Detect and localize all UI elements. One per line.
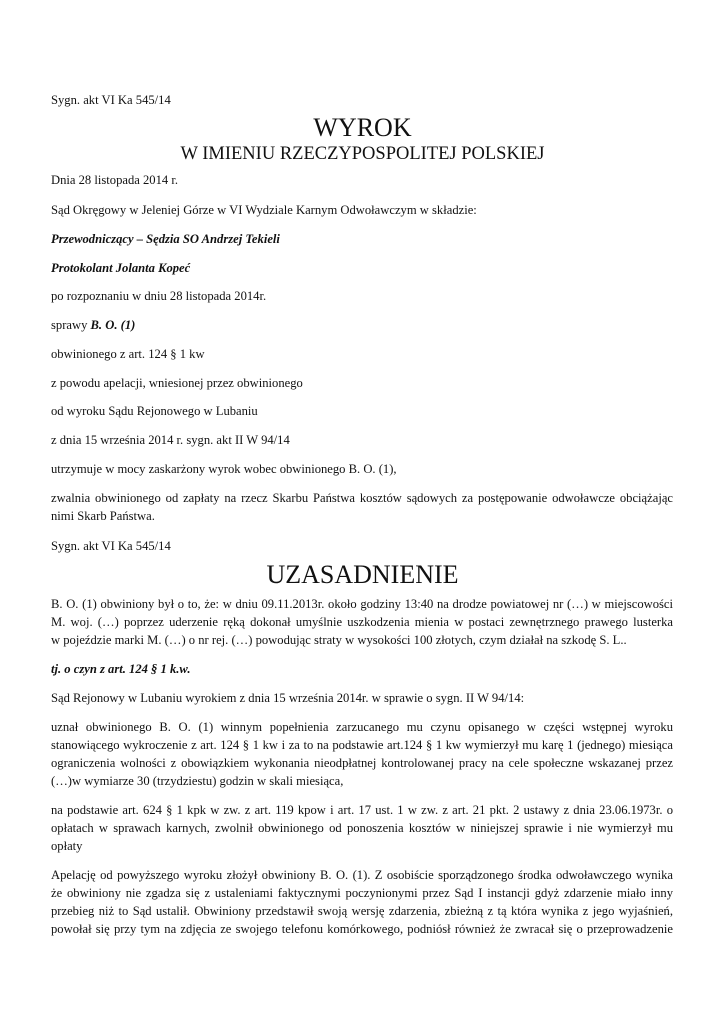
appealed-judgment: od wyroku Sądu Rejonowego w Lubaniu	[51, 404, 258, 418]
guilty-finding-line: (…)w wymiarze 30 (trzydziestu) godzin w skali miesiąca,	[51, 774, 344, 788]
justification-title: UZASADNIENIE	[266, 560, 459, 589]
case-party	[51, 317, 673, 334]
case-party-name: B. O. (1)	[90, 318, 136, 332]
case-signature-bottom: Sygn. akt VI Ka 545/14	[51, 539, 171, 553]
judgment-title: WYROK	[313, 113, 412, 142]
case-prefix: sprawy	[51, 318, 91, 332]
fees-line: opłatach w sprawach karnych, zwolnił obwinionego od ponoszenia kosztów w niniejszej sprawie i nie wymierzył mu	[51, 821, 673, 835]
charge-qualification: tj. o czyn z art. 124 § 1 k.w.	[51, 662, 191, 676]
charge-description-line: w pojeździe marki M. (…) o nr rej. (…) powodując straty w wysokości 100 złotych, czym działał na szkodę S. L..	[51, 633, 627, 647]
charge-article: obwinionego z art. 124 § 1 kw	[51, 347, 205, 361]
verdict-upheld: utrzymuje w mocy zaskarżony wyrok wobec obwinionego B. O. (1),	[51, 462, 397, 476]
appeal-paragraph-line: Apelację od powyższego wyroku złożył obwiniony B. O. (1). Z osobiście sporządzonego środka odwoławczego wynika	[51, 868, 673, 882]
appeal-paragraph-line: przebieg niż to Sąd ustalił. Obwiniony przedstawił swoją wersję zdarzenia, zbieżną z tą która wynika z jego wyjaśnień,	[51, 904, 673, 918]
case-signature-top: Sygn. akt VI Ka 545/14	[51, 93, 171, 107]
court-clerk: Protokolant Jolanta Kopeć	[51, 261, 191, 275]
judgment-date: Dnia 28 listopada 2014 r.	[51, 173, 178, 187]
appealed-judgment-date: z dnia 15 września 2014 r. sygn. akt II W 94/14	[51, 433, 290, 447]
fees-line: na podstawie art. 624 § 1 kpk w zw. z art. 119 kpow i art. 17 ust. 1 w zw. z art. 21 pkt. 2 ustawy z dnia 23.06.1973r. o	[51, 803, 673, 817]
guilty-finding-line: stanowiącego wykroczenie z art. 124 § 1 kw i za to na podstawie art.124 § 1 kw wymierzył mu karę 1 (jednego) miesiąca	[51, 738, 673, 752]
presiding-judge: Przewodniczący – Sędzia SO Andrzej Tekieli	[51, 232, 280, 246]
charge-description-line: B. O. (1) obwiniony był o to, że: w dniu 09.11.2013r. około godziny 13:40 na drodze powiatowej nr (…) w miejscowości	[51, 597, 673, 611]
hearing-date: po rozpoznaniu w dniu 28 listopada 2014r.	[51, 289, 267, 303]
lower-court-judgment: Sąd Rejonowy w Lubaniu wyrokiem z dnia 15 września 2014r. w sprawie o sygn. II W 94/14:	[51, 691, 525, 705]
costs-line: nimi Skarb Państwa.	[51, 509, 155, 523]
appeal-reason: z powodu apelacji, wniesionej przez obwinionego	[51, 376, 303, 390]
judgment-subtitle: W IMIENIU RZECZYPOSPOLITEJ POLSKIEJ	[180, 144, 545, 164]
guilty-finding-line: ograniczenia wolności z obowiązkiem wykonania nieodpłatnej kontrolowanej pracy na cele społeczne wskazanej przez	[51, 756, 673, 770]
costs-line: zwalnia obwinionego od zapłaty na rzecz Skarbu Państwa kosztów sądowych za postępowanie odwoławcze obciążając	[51, 491, 673, 505]
fees-line: opłaty	[51, 839, 83, 853]
court-composition: Sąd Okręgowy w Jeleniej Górze w VI Wydziale Karnym Odwoławczym w składzie:	[51, 203, 477, 217]
charge-description-line: M. woj. (…) poprzez uderzenie ręką dokonał umyślnie uszkodzenia mienia w postaci zewnętrznego prawego lusterka	[51, 615, 673, 629]
appeal-paragraph-line: że obwiniony nie zgadza się z ustaleniami faktycznymi poczynionymi przez Sąd I instancji gdyż zdarzenie miało inny	[51, 886, 673, 900]
appeal-paragraph-line: powołał się przy tym na zdjęcia ze swojego telefonu komórkowego, podniósł również że zwracał się o przeprowadzenie	[51, 922, 673, 936]
guilty-finding-line: uznał obwinionego B. O. (1) winnym popełnienia zarzucanego mu czynu opisanego w części wstępnej wyroku	[51, 720, 673, 734]
